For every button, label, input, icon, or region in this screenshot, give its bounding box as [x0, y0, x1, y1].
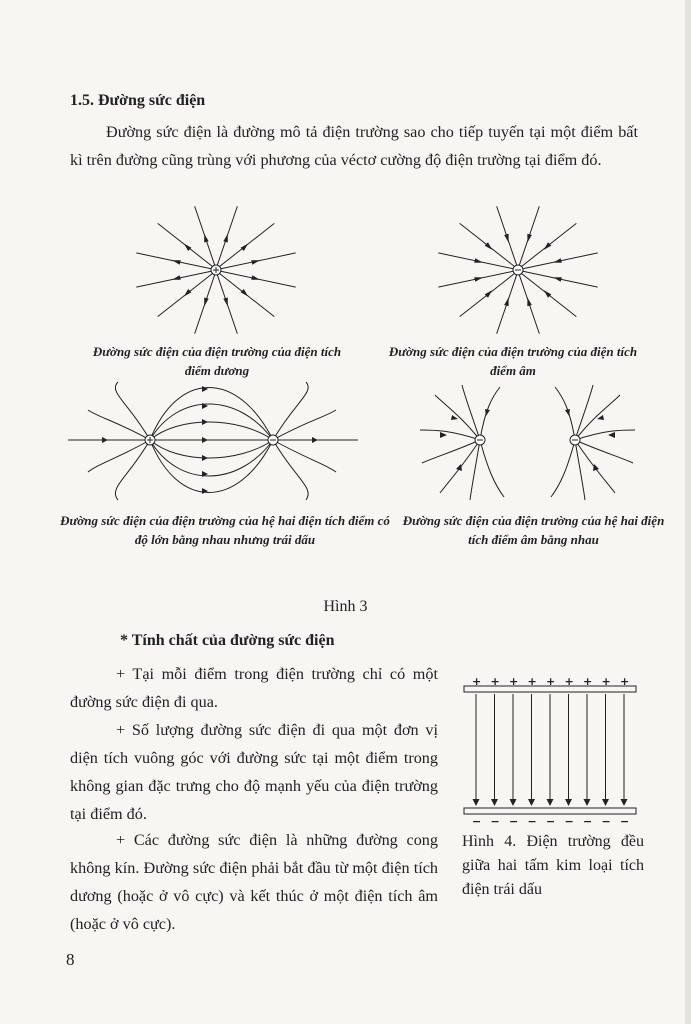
minus-sign: − [472, 815, 482, 828]
field-arrow [553, 258, 562, 262]
field-arrow [241, 243, 249, 251]
field-arrow [474, 258, 483, 262]
plus-sign: + [546, 675, 556, 688]
plus-sign: + [472, 675, 482, 688]
uniform-field-arrow [565, 799, 572, 806]
plus-sign: + [601, 675, 611, 688]
minus-sign: − [490, 815, 500, 828]
caption-positive-charge: Đường sức điện của điện trường của điện tích điểm dương [92, 344, 342, 378]
intro-paragraph: Đường sức điện là đường mô tả điện trường sao cho tiếp tuyến tại một điểm bất kì trên đường cũng trùng với phương của véctơ cường độ điện trường tại điểm đó. [70, 123, 638, 169]
field-arrow [504, 298, 508, 307]
parallel-plates-field-diagram [462, 675, 640, 828]
plus-sign: + [527, 675, 537, 688]
properties-title: * Tính chất của đường sức điện [120, 632, 335, 649]
minus-sign: − [546, 815, 556, 828]
field-arrow [241, 289, 249, 297]
field-arrow [527, 234, 531, 243]
minus-sign: − [509, 815, 519, 828]
negative-charge-field-diagram [430, 205, 610, 340]
figure-4-caption: Hình 4. Điện trường đều giữa hai tấm kim loại tích điện trái dấu [462, 833, 644, 898]
minus-sign: − [620, 815, 630, 828]
field-arrow [204, 234, 208, 243]
field-arrow [172, 275, 181, 279]
section-title: 1.5. Đường sức điện [70, 92, 206, 109]
uniform-field-arrow [621, 799, 628, 806]
figure-3-title: Hình 3 [323, 598, 368, 615]
negative-plate [464, 808, 636, 814]
uniform-field-arrow [528, 799, 535, 806]
caption-dipole: Đường sức điện của điện trường của hệ hai điện tích điểm có độ lớn bằng nhau nhưng trái dấu [60, 513, 390, 547]
field-arrow [184, 289, 192, 297]
caption-negative-charge: Đường sức điện của điện trường của điện tích điểm âm [388, 344, 638, 378]
minus-sign: − [583, 815, 593, 828]
uniform-field-arrow [602, 799, 609, 806]
plus-sign: + [583, 675, 593, 688]
field-arrow [204, 298, 208, 307]
uniform-field-arrow [473, 799, 480, 806]
uniform-field-arrow [510, 799, 517, 806]
plus-sign: + [509, 675, 519, 688]
two-negative-charges-field-diagram [420, 385, 635, 505]
field-arrow [251, 260, 260, 264]
property-item-1: + Tại mỗi điểm trong điện trường chỉ có một đường sức điện đi qua. [70, 665, 438, 711]
field-arrow [504, 234, 508, 243]
field-arrow [223, 234, 227, 243]
field-arrow [184, 243, 192, 251]
caption-two-negative: Đường sức điện của điện trường của hệ hai điện tích điểm âm bằng nhau [402, 513, 665, 547]
positive-charge-field-diagram [130, 205, 310, 340]
field-arrow [527, 298, 531, 307]
uniform-field-arrow [491, 799, 498, 806]
page-edge [685, 0, 691, 1024]
field-arrow [172, 260, 181, 264]
field-arrow [251, 275, 260, 279]
minus-sign: − [527, 815, 537, 828]
minus-sign: − [564, 815, 574, 828]
property-item-3: + Các đường sức điện là những đường cong không kín. Đường sức điện phải bắt đầu từ một điện tích dương (hoặc ở vô cực) và kết thúc ở một điện tích âm (hoặc ở vô cực). [70, 831, 438, 933]
dipole-field-diagram [68, 382, 358, 507]
minus-sign: − [601, 815, 611, 828]
field-arrow [223, 298, 227, 307]
plus-sign: + [490, 675, 500, 688]
plus-sign: + [620, 675, 630, 688]
property-item-2: + Số lượng đường sức điện đi qua một đơn vị diện tích vuông góc với đường sức tại một điểm trong không gian đặc trưng cho độ mạnh yếu của điện trường tại điểm đó. [70, 721, 438, 823]
uniform-field-arrow [584, 799, 591, 806]
page-number: 8 [66, 950, 75, 969]
plus-sign: + [564, 675, 574, 688]
uniform-field-arrow [547, 799, 554, 806]
field-arrow [474, 277, 483, 281]
field-arrow [553, 277, 562, 281]
